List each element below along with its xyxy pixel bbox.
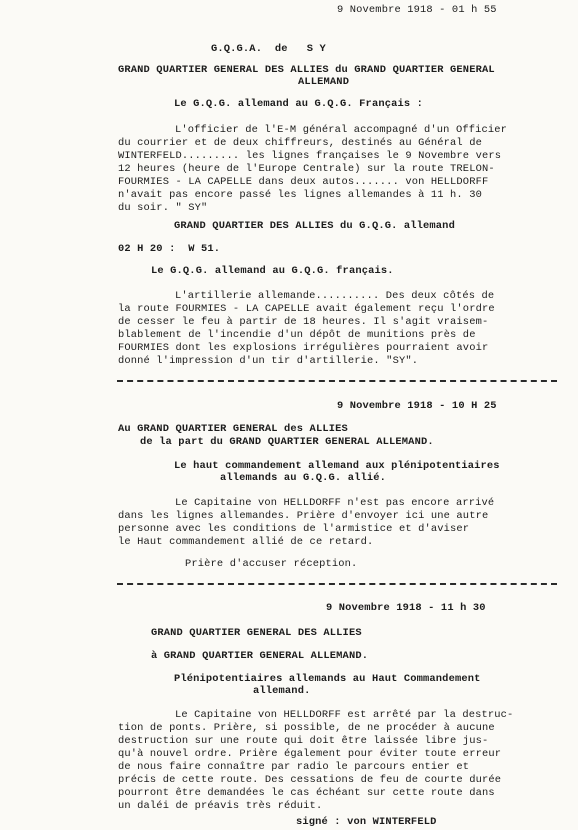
msg4-body-line: de nous faire connaître par radio le parcours entier et — [118, 761, 470, 773]
msg1-body — [118, 124, 507, 215]
msg4-address-line-2: allemand. — [253, 685, 311, 697]
msg3-closing: Prière d'accuser réception. — [185, 558, 358, 570]
msg1-body-line: FOURMIES - LA CAPELLE dans deux autos....... von HELLDORFF — [118, 176, 489, 188]
msg2-body-line: FOURMIES dont les explosions irrégulières pourraient avoir — [118, 342, 489, 354]
msg1-body-line: du soir. " SY" — [118, 202, 208, 214]
msg3-heading-line-2: de la part du GRAND QUARTIER GENERAL ALLEMAND. — [140, 436, 434, 448]
msg2-body-line: la route FOURMIES - LA CAPELLE avait également reçu l'ordre — [118, 303, 495, 315]
msg3-body-line: personne avec les conditions de l'armistice et d'aviser — [118, 523, 470, 535]
msg4-body-line: tion de ponts. Prière, si possible, de ne procéder à aucune — [118, 722, 495, 734]
msg3-date-time: 9 Novembre 1918 - 10 H 25 — [337, 400, 497, 412]
msg4-body-line: qu'à nouvel ordre. Prière également pour éviter toute erreur — [118, 748, 502, 760]
msg3-body-line: Le Capitaine von HELLDORFF n'est pas encore arrivé — [175, 497, 495, 509]
msg4-body-line: précis de cette route. Des cessations de feu de courte durée — [118, 774, 502, 786]
msg4-body-line: un daléi de préavis très réduit. — [118, 800, 323, 812]
msg3-address-line-1: Le haut commandement allemand aux plénipotentiaires — [174, 460, 500, 472]
msg2-body — [118, 290, 495, 368]
msg4-body-line: destruction sur une route qui doit être laissée libre jus- — [118, 735, 489, 747]
separator-dashed-line — [117, 380, 557, 382]
msg4-date-time: 9 Novembre 1918 - 11 h 30 — [326, 602, 486, 614]
msg2-body-line: blablement de l'incendie d'un dépôt de munitions près de — [118, 329, 476, 341]
msg4-heading-line-1: GRAND QUARTIER GENERAL DES ALLIES — [151, 627, 362, 639]
msg3-body-line: dans les lignes allemandes. Prière d'envoyer ici une autre — [118, 510, 489, 522]
msg2-body-line: donné l'impression d'un tir d'artillerie. "SY". — [118, 355, 419, 367]
msg4-body-line: Le Capitaine von HELLDORFF est arrêté par la destruc- — [175, 709, 514, 721]
header-date-time: 9 Novembre 1918 - 01 h 55 — [337, 4, 497, 16]
msg1-heading-line-2: ALLEMAND — [298, 76, 350, 88]
msg4-heading-line-2: à GRAND QUARTIER GENERAL ALLEMAND. — [151, 650, 369, 662]
msg1-body-line: WINTERFELD......... les lignes françaises le 9 Novembre vers — [118, 150, 502, 162]
msg4-body-line: pourront être demandées le cas échéant sur cette route dans — [118, 787, 495, 799]
msg2-address: Le G.Q.G. allemand au G.Q.G. français. — [151, 265, 394, 277]
msg1-body-line: n'avait pas encore passé les lignes allemandes à 11 h. 30 — [118, 189, 482, 201]
msg1-address: Le G.Q.G. allemand au G.Q.G. Français : — [174, 98, 424, 110]
msg2-body-line: L'artillerie allemande.......... Des deux côtés de — [175, 290, 495, 302]
msg2-body-line: de cesser le feu à partir de 18 heures. Il s'agit vraisem- — [118, 316, 489, 328]
sender-code: G.Q.G.A. de S Y — [211, 43, 326, 55]
msg4-address-line-1: Plénipotentiaires allemands au Haut Commandement — [174, 673, 481, 685]
msg3-heading-line-1: Au GRAND QUARTIER GENERAL des ALLIES — [118, 423, 348, 435]
msg3-body — [118, 497, 494, 549]
msg3-body-line: le Haut commandement allié de ce retard. — [118, 536, 374, 548]
msg4-body — [118, 709, 513, 813]
signature: signé : von WINTERFELD — [296, 816, 437, 828]
msg1-heading-line-1: GRAND QUARTIER GENERAL DES ALLIES du GRAND QUARTIER GENERAL — [118, 64, 495, 76]
msg3-address-line-2: allemands au G.Q.G. allié. — [220, 472, 387, 484]
msg1-body-line: 12 heures (heure de l'Europe Centrale) sur la route TRELON- — [118, 163, 495, 175]
msg1-body-line: du courrier et de deux chiffreurs, destinés au Général de — [118, 137, 482, 149]
msg2-heading: GRAND QUARTIER DES ALLIES du G.Q.G. allemand — [174, 220, 455, 232]
msg1-body-line: L'officier de l'E-M général accompagné d'un Officier — [175, 124, 508, 136]
msg2-code: 02 H 20 : W 51. — [118, 243, 221, 255]
separator-dashed-line — [117, 583, 557, 585]
